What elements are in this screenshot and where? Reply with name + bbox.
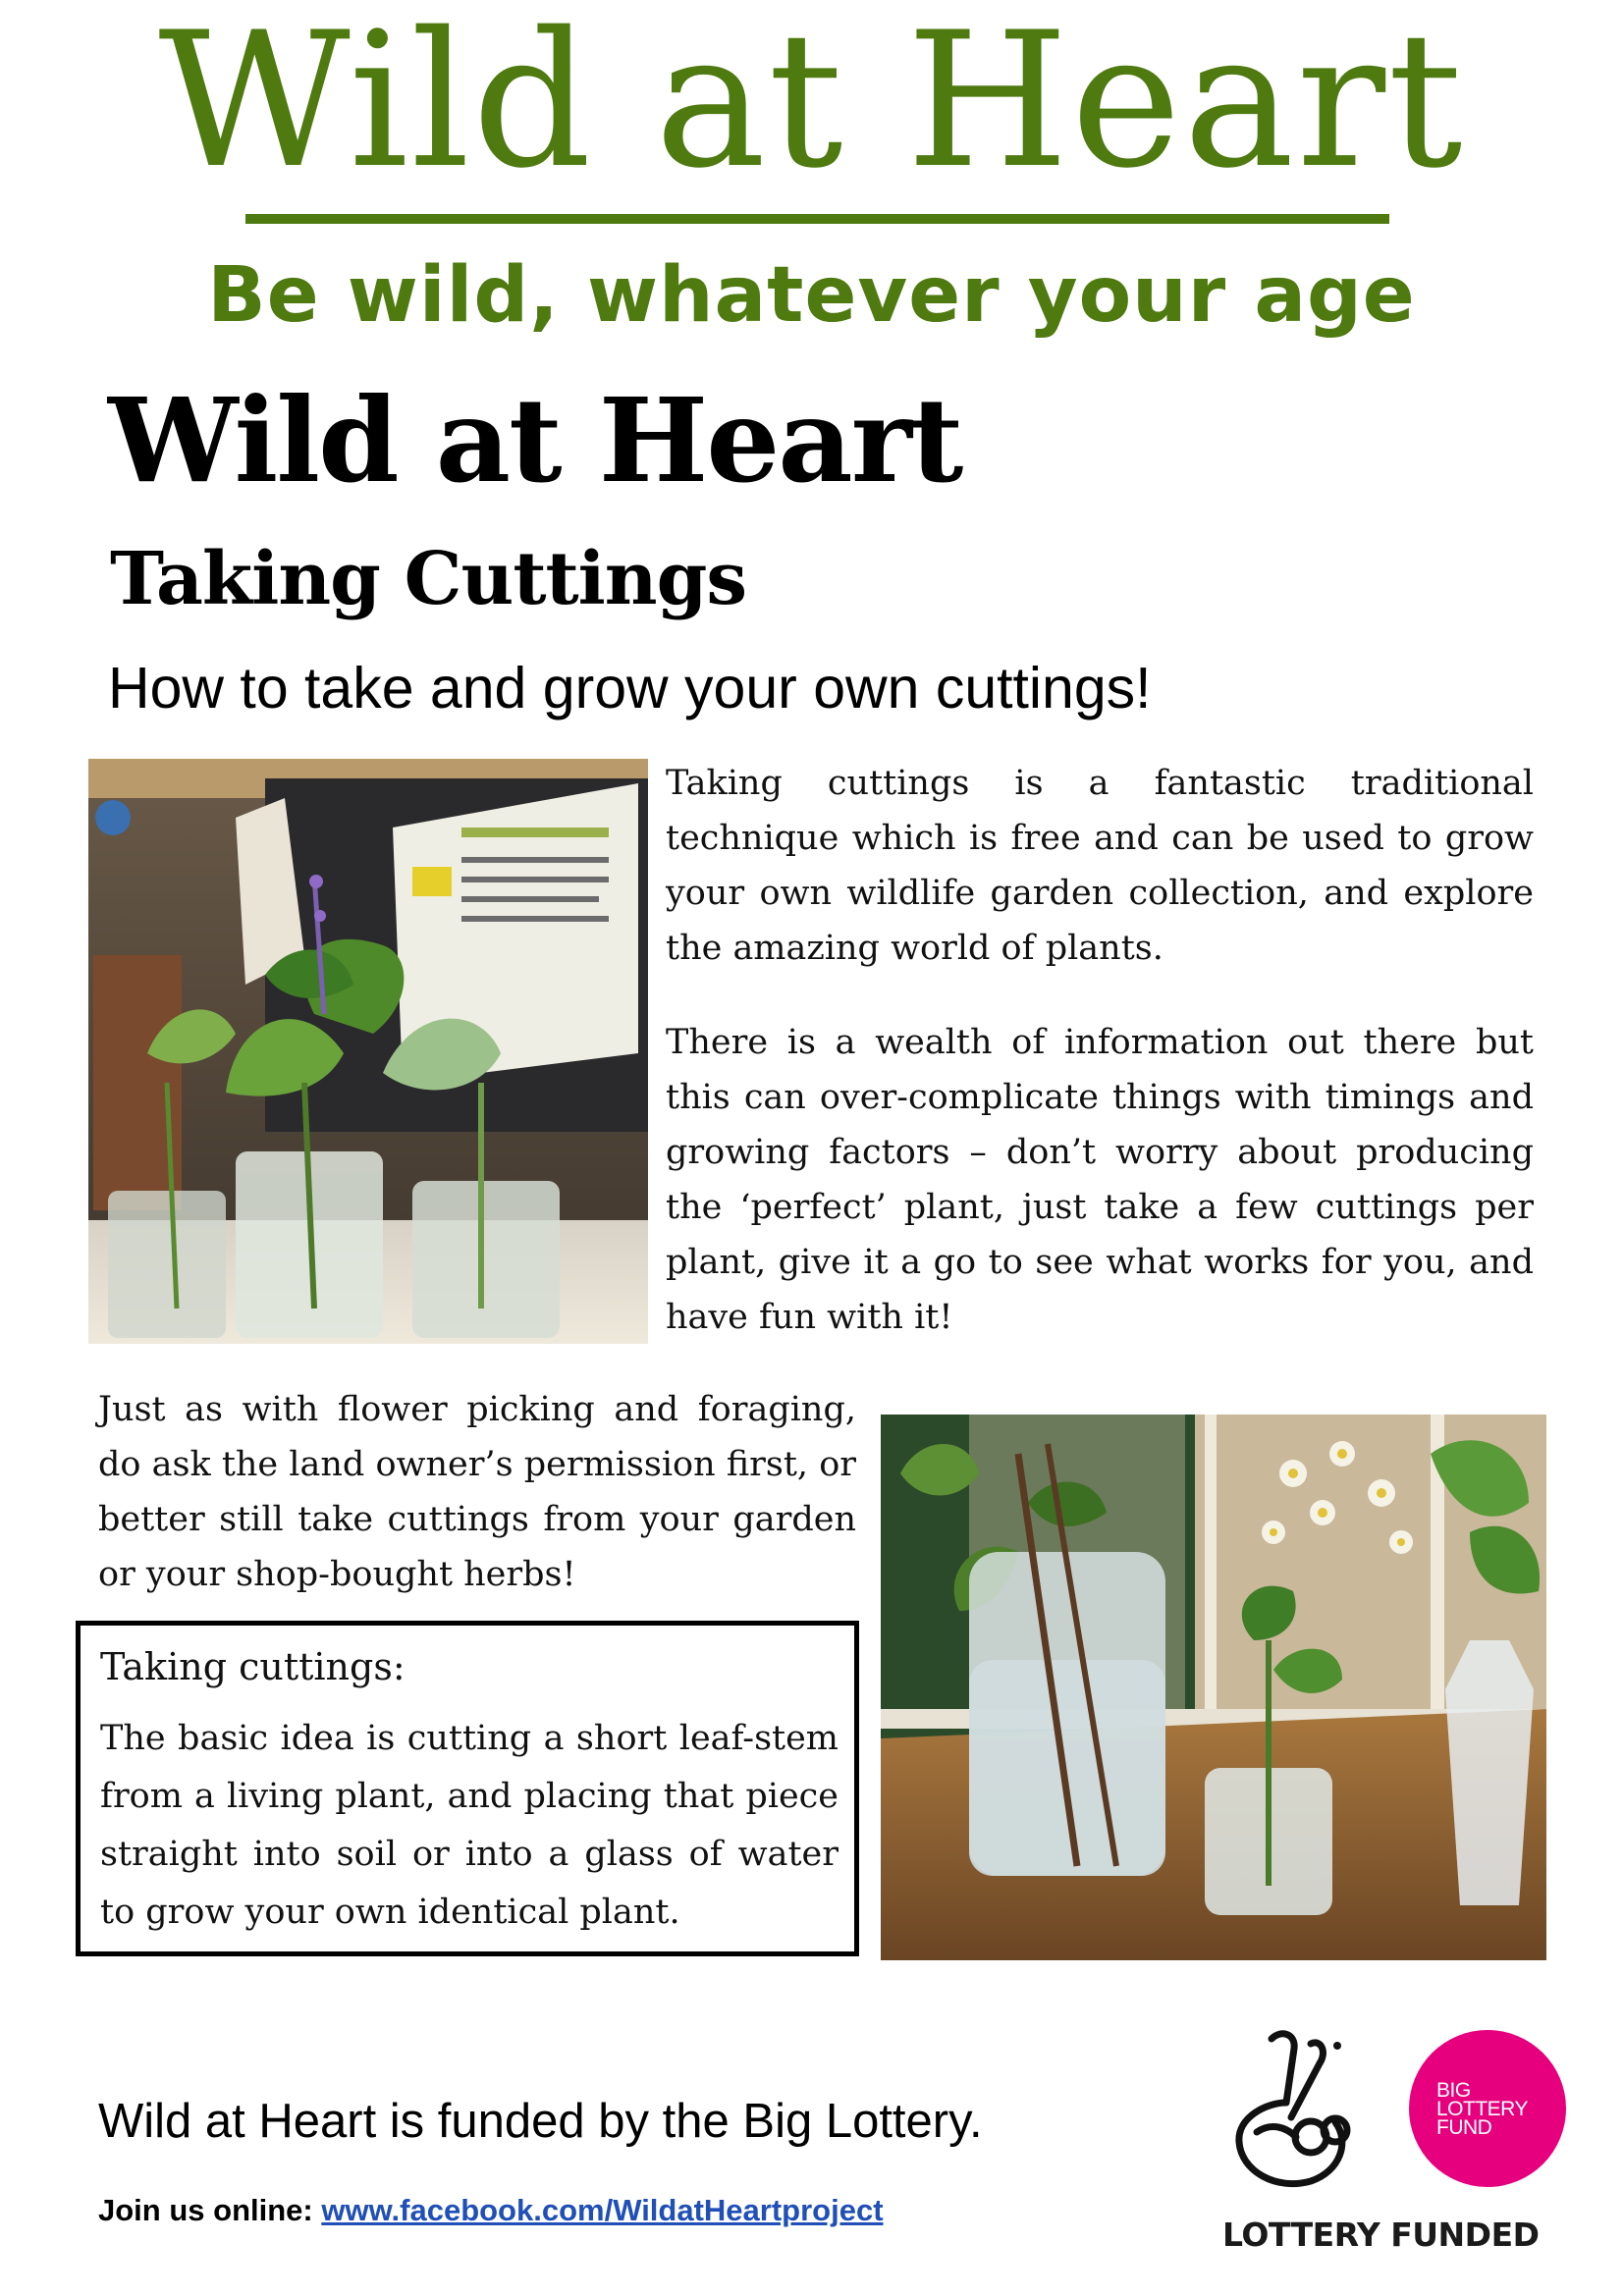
- page-subtitle: Taking Cuttings: [110, 537, 747, 621]
- taking-cuttings-callout: [76, 1621, 859, 1956]
- permission-paragraph: Just as with flower picking and foraging, do ask the land owner’s permission first, or better still take cuttings from your garden or your shop-bought herbs!: [98, 1390, 856, 1594]
- join-online-label: Join us online:: [98, 2193, 322, 2227]
- callout-body: The basic idea is cutting a short leaf-stem from a living plant, and placing that piece straight into soil or into a glass of water to grow your own identical plant.: [100, 1719, 839, 1932]
- lottery-funded-caption: LOTTERY FUNDED: [1222, 2216, 1540, 2254]
- lead-heading: How to take and grow your own cuttings!: [108, 656, 1152, 721]
- page-title: Wild at Heart: [108, 372, 962, 508]
- blf-line: FUND: [1436, 2116, 1492, 2139]
- funding-statement: Wild at Heart is funded by the Big Lottery.: [98, 2095, 983, 2148]
- advice-paragraph: There is a wealth of information out there but this can over-complicate things with timings and growing factors – don’t worry about producing the ‘perfect’ plant, just take a few cuttings per plant, give it a go to see what works for you, and have fun with it!: [666, 1023, 1534, 1337]
- blf-line: LOTTERY: [1436, 2098, 1528, 2120]
- big-lottery-fund-logo-text: [1436, 2081, 1554, 2137]
- brand-tagline: Be wild, whatever your age: [207, 251, 1416, 340]
- cuttings-in-glasses-photo: [88, 759, 648, 1344]
- intro-paragraph: Taking cuttings is a fantastic traditional technique which is free and can be used to grow your own wildlife garden collection, and explore the amazing world of plants.: [666, 764, 1534, 968]
- brand-logo-title: Wild at Heart: [158, 0, 1465, 209]
- jug-with-cuttings-photo: [881, 1415, 1546, 1960]
- blf-line: BIG: [1436, 2079, 1471, 2102]
- brand-underline: [245, 214, 1389, 224]
- big-lottery-fund-logo: [1409, 2030, 1566, 2187]
- facebook-link[interactable]: www.facebook.com/WildatHeartproject: [321, 2193, 884, 2227]
- lottery-crossed-fingers-icon: [1217, 2024, 1370, 2196]
- join-online-line: [98, 2195, 884, 2225]
- callout-title: Taking cuttings:: [100, 1645, 406, 1688]
